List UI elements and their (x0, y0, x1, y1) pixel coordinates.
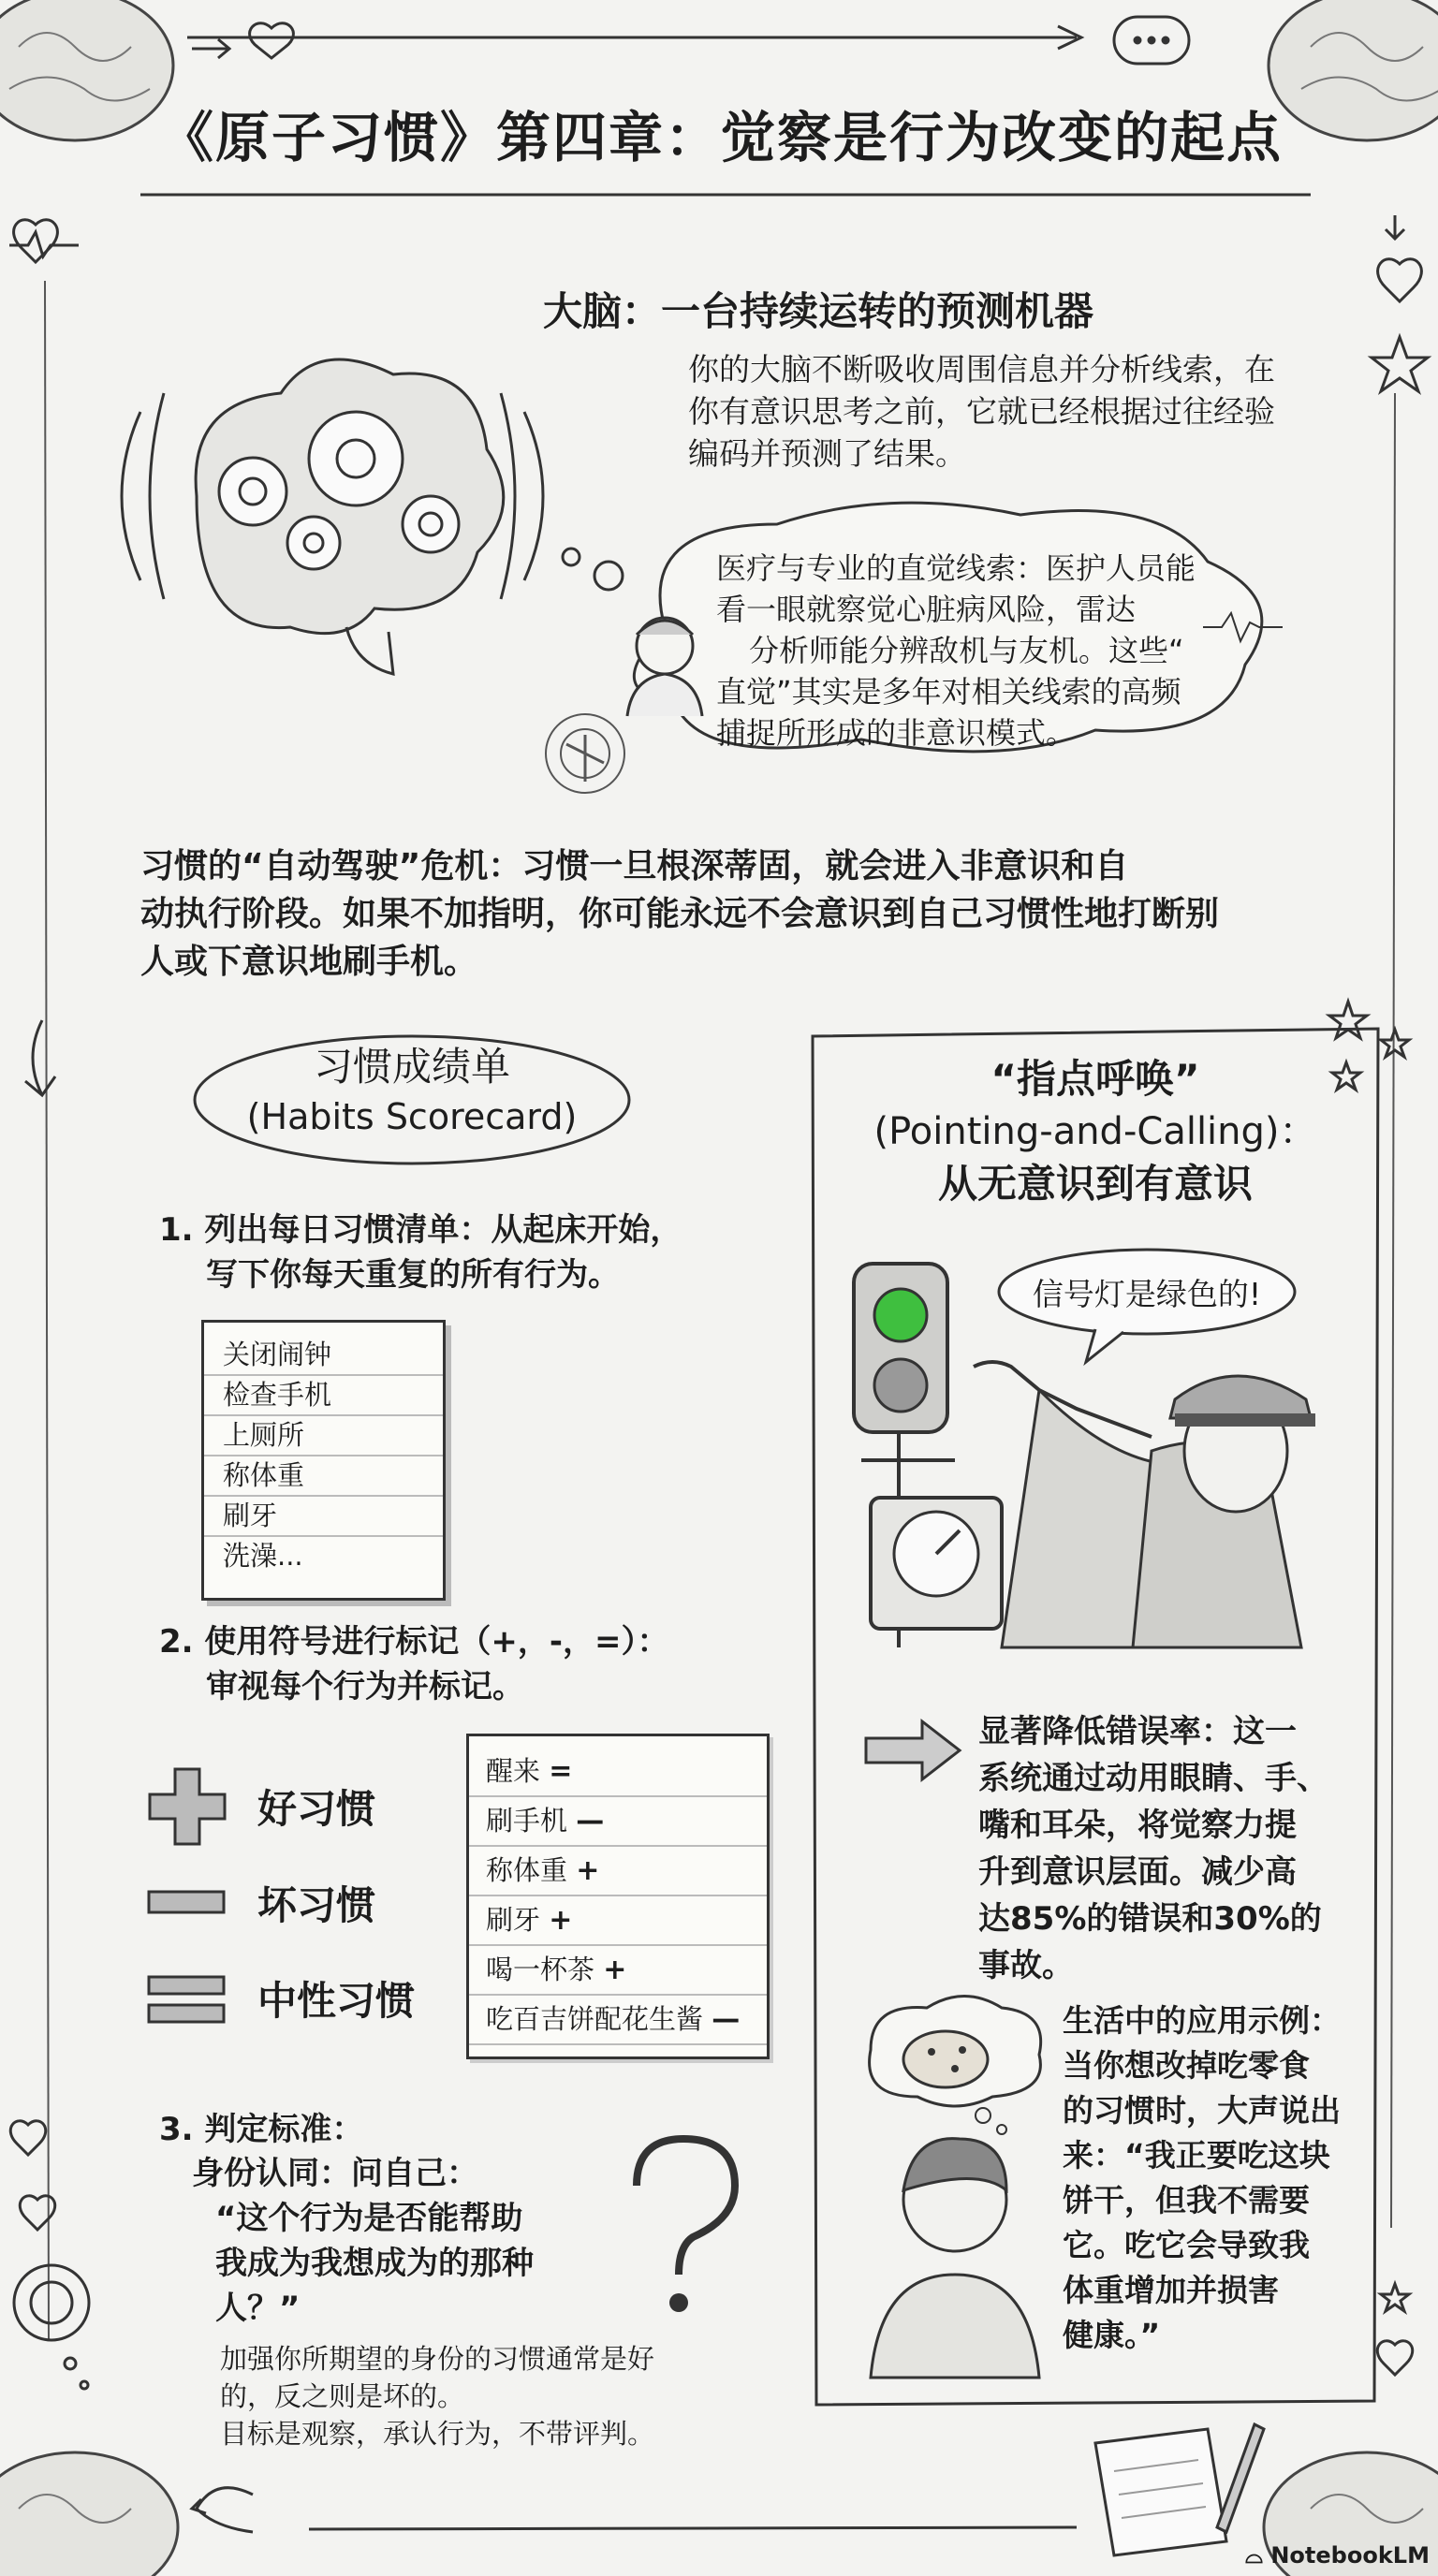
step1-text: 1. 列出每日习惯清单：从起床开始， 写下你每天重复的所有行为。 (159, 1211, 682, 1294)
pointing-title: “指点呼唤” (Pointing-and-Calling)： 从无意识到有意识 (873, 1056, 1317, 1207)
bubble-text: 医疗与专业的直觉线索：医护人员能 看一眼就察觉心脏病风险，雷达 分析师能分辨敌机与友机。这些“ 直觉”其实是多年对相关线索的高频 捕捉所形成的非意识模式。 (716, 550, 1196, 751)
speech-text: 信号灯是绿色的! (1032, 1276, 1262, 1312)
question-mark-icon (618, 2130, 749, 2317)
list-item: 上厕所 (204, 1416, 443, 1456)
minus-icon (145, 1861, 229, 1945)
page-title: 《原子习惯》第四章：觉察是行为改变的起点 (158, 106, 1283, 169)
conductor-icon (964, 1348, 1376, 1647)
brand-logo-icon: ⌓ (1245, 2542, 1271, 2569)
step2-text: 2. 使用符号进行标记（+，-，=）： 审视每个行为并标记。 (159, 1623, 669, 1705)
marked-habit-list (466, 1734, 770, 2059)
thinking-person-icon (861, 2125, 1049, 2378)
autopilot-text: 习惯的“自动驾驶”危机：习惯一旦根深蒂固，就会进入非意识和自 动执行阶段。如果不加指明，你可能永远不会意识到自己习惯性地打断别 人或下意识地刷手机。 (140, 847, 1220, 981)
list-item: 醒来 = (469, 1748, 767, 1797)
step3-text: 身份认同：问自己： “这个行为是否能帮助 我成为我想成为的那种 人？” (192, 2155, 534, 2327)
step3-note: 加强你所期望的身份的习惯通常是好 的，反之则是坏的。 目标是观察，承认行为，不带评判。 (220, 2343, 655, 2450)
list-item: 称体重 + (469, 1847, 767, 1896)
brain-text: 你的大脑不断吸收周围信息并分析线索，在 你有意识思考之前，它就已经根据过往经验 编码并预测了结果。 (688, 351, 1275, 472)
step3-title: 3. 判定标准： (159, 2111, 364, 2148)
list-item: 称体重 (204, 1456, 443, 1497)
list-item: 刷牙 (204, 1497, 443, 1537)
effect-text: 显著降低错误率：这一 系统通过动用眼睛、手、 嘴和耳朵，将觉察力提 升到意识层面。减少高 达85%的错误和30%的 事故。 (978, 1713, 1328, 1984)
list-item: 检查手机 (204, 1376, 443, 1416)
right-arrow-icon (861, 1718, 964, 1783)
notepad-pen-icon (1077, 2415, 1264, 2565)
doctor-icon (618, 599, 712, 721)
legend-label: 好习惯 (257, 1786, 376, 1832)
equal-icon (145, 1956, 229, 2041)
legend-label: 中性习惯 (257, 1978, 416, 2024)
list-item: 洗澡... (223, 1540, 303, 1572)
heart-icon (250, 23, 294, 58)
radar-icon (538, 707, 632, 800)
symbol-legend (145, 1760, 415, 2045)
habit-list-note (201, 1320, 446, 1601)
brand-label: ⌓ NotebookLM (1245, 2542, 1430, 2569)
brain-heading: 大脑：一台持续运转的预测机器 (543, 288, 1094, 334)
scorecard-title: 习惯成绩单 (Habits Scorecard) (246, 1044, 578, 1137)
gear-brain-icon (112, 300, 562, 693)
example-text: 生活中的应用示例： 当你想改掉吃零食 的习惯时，大声说出 来：“我正要吃这块 饼干，但我不需要 它。吃它会导致我 体重增加并损害 健康。” (1063, 2002, 1341, 2353)
arrow-icon (192, 39, 229, 58)
plus-icon (145, 1764, 229, 1849)
list-item: 吃百吉饼配花生酱 — (469, 1996, 767, 2045)
list-item: 刷手机 — (469, 1797, 767, 1847)
list-item: 刷牙 + (469, 1896, 767, 1946)
legend-label: 坏习惯 (257, 1881, 376, 1928)
list-item: 喝一杯茶 + (469, 1946, 767, 1996)
list-item: 关闭闹钟 (204, 1336, 443, 1376)
cookie-thought-icon (843, 1994, 1058, 2134)
